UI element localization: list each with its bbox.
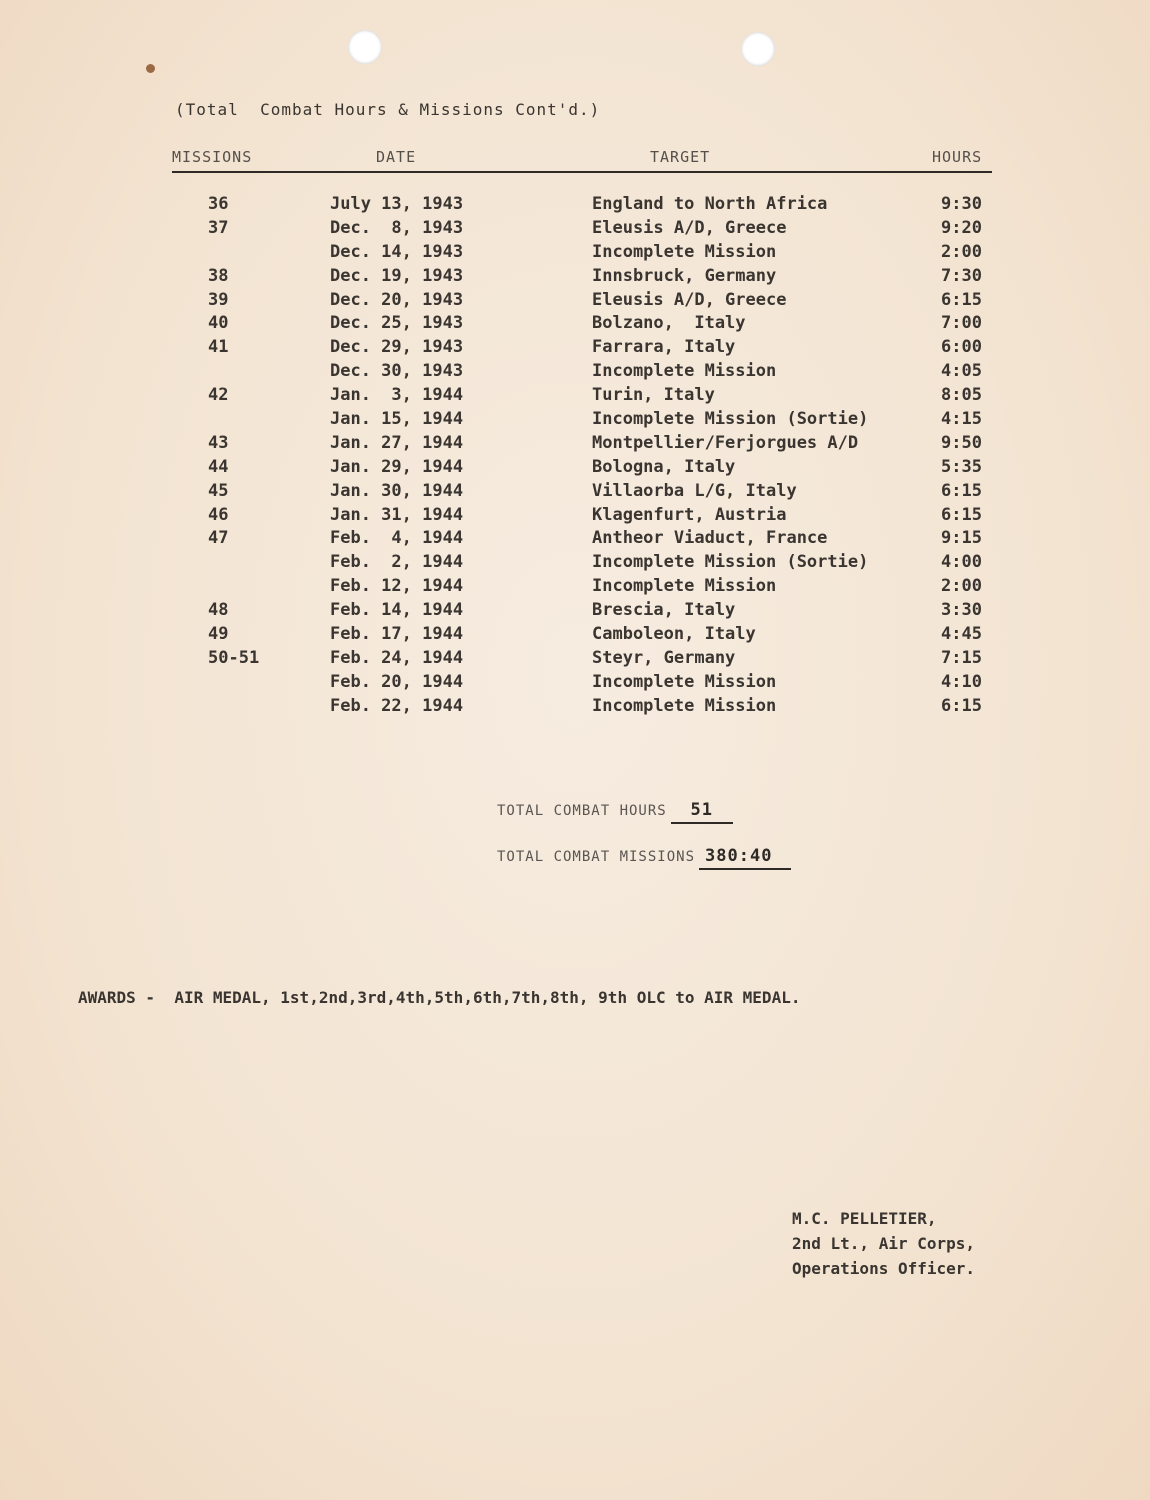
total-hours-value: 51	[671, 800, 733, 824]
mission-hours: 6:15	[941, 480, 982, 501]
mission-hours: 6:00	[941, 337, 982, 358]
mission-number: 36	[208, 194, 229, 214]
mission-number: 44	[208, 456, 229, 477]
stain-spot	[146, 64, 155, 73]
mission-hours: 6:15	[941, 289, 982, 310]
total-missions-label: TOTAL COMBAT MISSIONS	[497, 849, 696, 865]
signature-rank: 2nd Lt., Air Corps,	[792, 1234, 976, 1253]
mission-target: Incomplete Mission	[592, 576, 777, 597]
mission-target: Incomplete Mission (Sortie)	[592, 409, 869, 430]
mission-date: Feb. 14, 1944	[330, 600, 464, 621]
mission-number: 46	[208, 504, 229, 525]
mission-number: 38	[208, 265, 229, 286]
mission-number: 47	[208, 528, 229, 549]
mission-hours: 4:45	[941, 624, 982, 645]
mission-target: Camboleon, Italy	[592, 624, 756, 645]
mission-hours: 6:15	[941, 504, 982, 525]
mission-number: 42	[208, 385, 229, 406]
mission-hours: 4:10	[941, 671, 982, 692]
mission-number: 45	[208, 480, 229, 501]
mission-number: 40	[208, 313, 229, 334]
mission-target: Incomplete Mission	[592, 695, 777, 716]
mission-target: Montpellier/Ferjorgues A/D	[592, 432, 859, 453]
mission-date: Jan. 30, 1944	[330, 480, 464, 501]
mission-target: Steyr, Germany	[592, 647, 736, 668]
mission-date: Dec. 30, 1943	[330, 361, 464, 382]
column-header-hours: HOURS	[932, 148, 983, 166]
table-row	[0, 672, 1150, 696]
table-row	[0, 505, 1150, 529]
mission-target: Eleusis A/D, Greece	[592, 289, 787, 310]
mission-target: Villaorba L/G, Italy	[592, 480, 797, 501]
mission-number: 41	[208, 337, 229, 358]
table-row	[0, 194, 1150, 218]
table-row	[0, 528, 1150, 552]
total-combat-hours	[497, 800, 733, 824]
table-row	[0, 361, 1150, 385]
mission-hours: 9:20	[941, 217, 982, 238]
signature-name: M.C. PELLETIER,	[792, 1209, 937, 1228]
mission-date: Dec. 25, 1943	[330, 313, 464, 334]
mission-date: Jan. 31, 1944	[330, 504, 464, 525]
mission-hours: 8:05	[941, 385, 982, 406]
total-combat-missions	[497, 846, 791, 870]
mission-target: Bologna, Italy	[592, 456, 736, 477]
column-header-target: TARGET	[650, 148, 711, 166]
mission-target: Incomplete Mission	[592, 361, 777, 382]
mission-target: Klagenfurt, Austria	[592, 504, 787, 525]
mission-hours: 7:15	[941, 647, 982, 668]
awards-line: AWARDS - AIR MEDAL, 1st,2nd,3rd,4th,5th,6th,7th,8th, 9th OLC to AIR MEDAL.	[78, 988, 801, 1007]
mission-hours: 6:15	[941, 695, 982, 716]
mission-target: Incomplete Mission	[592, 241, 777, 262]
table-row	[0, 385, 1150, 409]
mission-date: Dec. 8, 1943	[330, 217, 464, 238]
mission-date: Jan. 27, 1944	[330, 432, 464, 453]
mission-hours: 7:00	[941, 313, 982, 334]
mission-table	[0, 194, 1150, 720]
mission-number: 43	[208, 432, 229, 453]
mission-target: Farrara, Italy	[592, 337, 736, 358]
mission-date: Jan. 15, 1944	[330, 409, 464, 430]
mission-date: Dec. 14, 1943	[330, 241, 464, 262]
mission-date: Feb. 20, 1944	[330, 671, 464, 692]
table-row	[0, 313, 1150, 337]
mission-date: Jan. 29, 1944	[330, 456, 464, 477]
mission-date: Dec. 19, 1943	[330, 265, 464, 286]
mission-date: July 13, 1943	[330, 194, 464, 214]
mission-target: Incomplete Mission (Sortie)	[592, 552, 869, 573]
punch-hole-right	[741, 32, 775, 66]
table-row	[0, 481, 1150, 505]
mission-hours: 3:30	[941, 600, 982, 621]
mission-hours: 2:00	[941, 241, 982, 262]
table-row	[0, 552, 1150, 576]
mission-target: Innsbruck, Germany	[592, 265, 777, 286]
table-row	[0, 290, 1150, 314]
mission-hours: 7:30	[941, 265, 982, 286]
page-heading: (Total Combat Hours & Missions Cont'd.)	[175, 100, 601, 119]
mission-hours: 5:35	[941, 456, 982, 477]
mission-hours: 9:50	[941, 432, 982, 453]
mission-target: Antheor Viaduct, France	[592, 528, 828, 549]
column-header-date: DATE	[376, 148, 417, 166]
table-row	[0, 218, 1150, 242]
table-row	[0, 266, 1150, 290]
mission-hours: 9:30	[941, 194, 982, 214]
mission-date: Feb. 22, 1944	[330, 695, 464, 716]
mission-target: Eleusis A/D, Greece	[592, 217, 787, 238]
mission-number: 48	[208, 600, 229, 621]
table-row	[0, 409, 1150, 433]
mission-date: Feb. 24, 1944	[330, 647, 464, 668]
table-row	[0, 696, 1150, 720]
punch-hole-left	[348, 30, 382, 64]
table-row	[0, 648, 1150, 672]
mission-hours: 2:00	[941, 576, 982, 597]
column-header-missions: MISSIONS	[172, 148, 253, 166]
signature-title: Operations Officer.	[792, 1259, 976, 1278]
mission-date: Feb. 4, 1944	[330, 528, 464, 549]
mission-hours: 4:00	[941, 552, 982, 573]
mission-target: Turin, Italy	[592, 385, 715, 406]
mission-hours: 4:15	[941, 409, 982, 430]
mission-number: 49	[208, 624, 229, 645]
mission-date: Jan. 3, 1944	[330, 385, 464, 406]
mission-target: Brescia, Italy	[592, 600, 736, 621]
table-row	[0, 576, 1150, 600]
total-missions-value: 380:40	[699, 846, 791, 870]
mission-target: Incomplete Mission	[592, 671, 777, 692]
table-row	[0, 600, 1150, 624]
table-row	[0, 624, 1150, 648]
header-rule	[172, 171, 992, 173]
mission-hours: 9:15	[941, 528, 982, 549]
mission-date: Dec. 29, 1943	[330, 337, 464, 358]
table-row	[0, 337, 1150, 361]
mission-number: 50-51	[208, 647, 260, 668]
mission-date: Feb. 12, 1944	[330, 576, 464, 597]
mission-date: Feb. 17, 1944	[330, 624, 464, 645]
signature-block	[792, 1206, 975, 1281]
mission-number: 37	[208, 217, 229, 238]
mission-hours: 4:05	[941, 361, 982, 382]
mission-date: Dec. 20, 1943	[330, 289, 464, 310]
mission-target: England to North Africa	[592, 194, 828, 214]
table-row	[0, 457, 1150, 481]
table-row	[0, 242, 1150, 266]
table-row	[0, 433, 1150, 457]
mission-number: 39	[208, 289, 229, 310]
mission-date: Feb. 2, 1944	[330, 552, 464, 573]
total-hours-label: TOTAL COMBAT HOURS	[497, 803, 667, 819]
mission-target: Bolzano, Italy	[592, 313, 746, 334]
